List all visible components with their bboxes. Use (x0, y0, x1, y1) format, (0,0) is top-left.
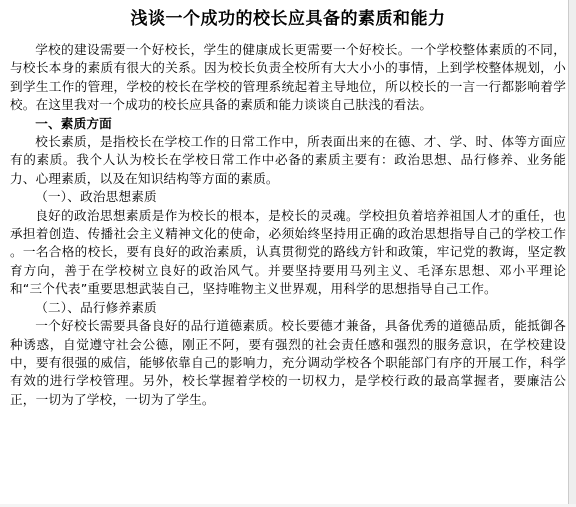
section-heading-quality: 一、素质方面 (35, 115, 112, 131)
intro-paragraph: 学校的建设需要一个好校长，学生的健康成长更需要一个好校长。一个学校整体素质的不同，与校长本身的素质有很大的关系。因为校长负责全校所有大大小小的事情，上到学校整体规划，小到学生工作的管理，学校的校长在学校的管理系统起着主导地位，所以校长的一言一行都影响着学校。在这里我对一个成功的校长应具备的素质和能力谈谈自己肤浅的看法。 (10, 42, 566, 113)
section-paragraph-quality: 校长素质，是指校长在学校工作的日常工作中，所表面出来的在德、才、学、时、体等方面应有的素质。我个人认为校长在学校日常工作中必备的素质主要有：政治思想、品行修养、业务能力、心理素质，以及在知识结构等方面的素质。 (10, 134, 566, 186)
vertical-scrollbar[interactable] (568, 0, 576, 507)
subsection-paragraph-conduct: 一个好校长需要具备良好的品行道德素质。校长要德才兼备，具备优秀的道德品质，能抵御各种诱惑，自觉遵守社会公德，刚正不阿，要有强烈的社会责任感和强烈的服务意识，在学校建设中，要有很强的威信，能够依靠自己的影响力，充分调动学校各个职能部门有序的开展工作，科学有效的进行学校管理。另外，校长掌握着学校的一切权力，是学校行政的最高掌握者，要廉洁公正，一切为了学校，一切为了学生。 (10, 318, 566, 407)
subsection-heading-political: （一）、政治思想素质 (35, 189, 157, 205)
document-body (10, 41, 566, 409)
subsection-heading-conduct: （二）、品行修养素质 (35, 299, 157, 315)
document-title: 浅谈一个成功的校长应具备的素质和能力 (130, 9, 446, 29)
subsection-paragraph-political: 良好的政治思想素质是作为校长的根本，是校长的灵魂。学校担负着培养祖国人才的重任，也承担着创造、传播社会主义精神文化的使命，必须始终坚持用正确的政治思想指导自己的学校工作 。一名合格的校长，要有良好的政治素质，认真贯彻党的路线方针和政策，牢记党的教诲，坚定教育方向，善于在学校树立良好的政治风气。并要坚持要用马列主义、毛泽东思想、邓小平理论和“三个代表”重要思想武装自己，坚持唯物主义世界观，用科学的思想指导自己工作。 (10, 207, 566, 297)
